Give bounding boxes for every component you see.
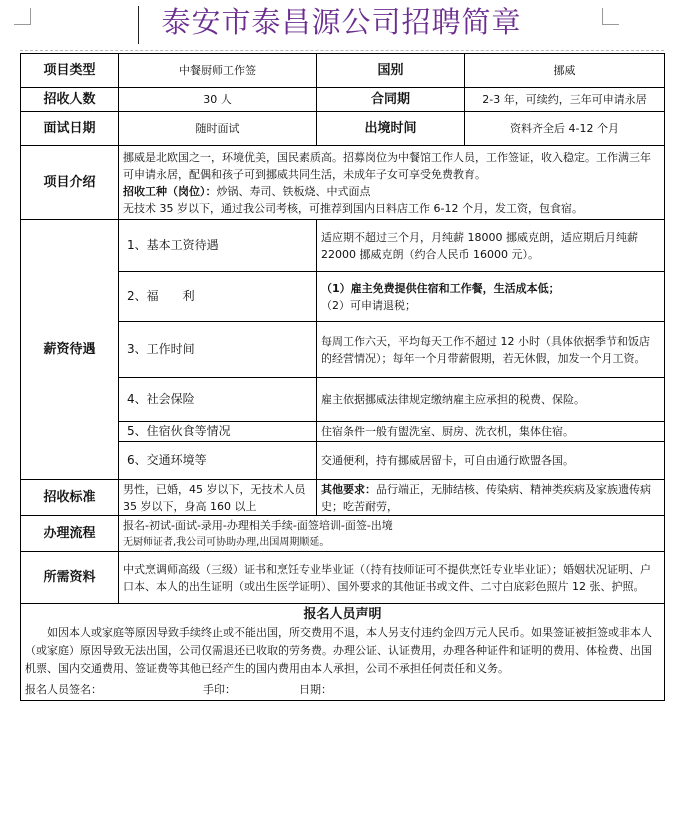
work-hours-item-desc[interactable]: 每周工作六天，平均每天工作不超过 12 小时（具体依据季节和饭店的经营情况）；每年一个月带薪假期，若无休假，加发一个月工资。 (317, 322, 665, 378)
departure-time-value[interactable]: 资料齐全后 4-12 个月 (465, 112, 665, 146)
table-row (21, 88, 665, 112)
fingerprint-field[interactable]: 手印： (203, 683, 236, 696)
training-note: 无技术 35 岁以下，通过我公司考核，可推荐到国内日料店工作 6-12 个月，发工资，包食宿。 (123, 201, 583, 215)
salary-item-name: 1、基本工资待遇 (119, 220, 317, 272)
job-positions-line (123, 183, 660, 200)
interview-date-label: 面试日期 (21, 112, 119, 146)
salary-label: 薪资待遇 (21, 220, 119, 480)
accommodation-item-name: 5、住宿伙食等情况 (119, 422, 317, 442)
interview-date-value[interactable]: 随时面试 (119, 112, 317, 146)
applicant-signature-field[interactable]: 报名人员签名： (25, 683, 102, 696)
accommodation-item-desc[interactable]: 住宿条件一般有盥洗室、厨房、洗衣机，集体住宿。 (317, 422, 665, 442)
welfare-tax-text: （2）可申请退税； (321, 298, 416, 312)
project-intro-label: 项目介绍 (21, 146, 119, 220)
recruitment-form-table (20, 53, 665, 701)
other-requirements-label: 其他要求： (321, 482, 376, 496)
table-row (21, 604, 665, 701)
project-type-label: 项目类型 (21, 54, 119, 88)
table-row (21, 552, 665, 604)
contract-value[interactable]: 2-3 年，可续约，三年可申请永居 (465, 88, 665, 112)
other-requirements-value: 品行端正，无肺结核、传染病、精神类疾病及家族遗传病史；吃苦耐劳， (321, 482, 651, 513)
standard-basic-requirements[interactable]: 男性，已婚，45 岁以下，无技术人员 35 岁以下，身高 160 以上 (119, 480, 317, 516)
job-positions-value: 炒锅、寿司、铁板烧、中式面点 (216, 184, 371, 198)
headcount-value[interactable]: 30 人 (119, 88, 317, 112)
transport-item-desc[interactable]: 交通便利，持有挪威居留卡，可自由通行欧盟各国。 (317, 442, 665, 480)
country-label: 国别 (317, 54, 465, 88)
welfare-item-desc[interactable] (317, 272, 665, 322)
process-steps: 报名-初试-面试-录用-办理相关手续-面签培训-面签-出境 (123, 518, 393, 532)
headcount-label: 招收人数 (21, 88, 119, 112)
signature-line (25, 680, 660, 700)
page-top-guideline (20, 50, 664, 51)
work-hours-item-name: 3、工作时间 (119, 322, 317, 378)
table-row (21, 54, 665, 88)
page-title[interactable]: 泰安市泰昌源公司招聘简章 (161, 5, 522, 39)
table-row (21, 112, 665, 146)
declaration-text[interactable]: 如因本人或家庭等原因导致手续终止或不能出国，所交费用不退，本人另支付违约金四万元人民币。如果签证被拒签或非本人（或家庭）原因导致无法出国，公司仅需退还已收取的劳务费。办理公证、认证费用，办理各种证件和证明的费用、体检费、出国机票、国内交通费用、签证费等其他已经产生的国内费用由本人承担，公司不承担任何责任和义务。 (25, 626, 652, 675)
transport-item-name: 6、交通环境等 (119, 442, 317, 480)
materials-text[interactable]: 中式烹调师高级（三级）证书和烹饪专业毕业证（（持有技师证可不提供烹饪专业毕业证）；婚姻状况证明、户口本、本人的出生证明（或出生医学证明）、国外要求的其他证书或文件、二寸白底彩色照片 12 张、护照。 (119, 552, 665, 604)
process-label: 办理流程 (21, 516, 119, 552)
declaration-cell (21, 604, 665, 701)
country-value[interactable]: 挪威 (465, 54, 665, 88)
standard-label: 招收标准 (21, 480, 119, 516)
table-row (21, 146, 665, 220)
materials-label: 所需资料 (21, 552, 119, 604)
departure-time-label: 出境时间 (317, 112, 465, 146)
welfare-housing-text: （1）雇主免费提供住宿和工作餐，生活成本低； (321, 281, 560, 295)
job-positions-label: 招收工种（岗位）： (123, 184, 217, 198)
declaration-title: 报名人员声明 (303, 607, 382, 622)
text-cursor (138, 6, 139, 44)
project-intro-text: 挪威是北欧国之一，环境优美，国民素质高。招募岗位为中餐馆工作人员，工作签证，收入稳定。工作满三年可申请永居，配偶和孩子可到挪威共同生活，未成年子女可享受免费教育。 (123, 150, 651, 181)
table-row (21, 480, 665, 516)
project-type-value[interactable]: 中餐厨师工作签 (119, 54, 317, 88)
welfare-item-name: 2、福 利 (119, 272, 317, 322)
insurance-item-desc[interactable]: 雇主依据挪威法律规定缴纳雇主应承担的税费、保险。 (317, 378, 665, 422)
salary-item-desc[interactable]: 适应期不超过三个月，月纯薪 18000 挪威克朗，适应期后月纯薪 22000 挪威克朗（约合人民币 16000 元）。 (317, 220, 665, 272)
process-cell[interactable] (119, 516, 665, 552)
table-row (21, 220, 665, 272)
insurance-item-name: 4、社会保险 (119, 378, 317, 422)
table-row (21, 516, 665, 552)
contract-label: 合同期 (317, 88, 465, 112)
project-intro-cell[interactable] (119, 146, 665, 220)
standard-other-requirements[interactable] (317, 480, 665, 516)
process-note: 无厨师证者,我公司可协助办理,出国周期顺延。 (123, 536, 330, 548)
date-field[interactable]: 日期： (299, 683, 332, 696)
